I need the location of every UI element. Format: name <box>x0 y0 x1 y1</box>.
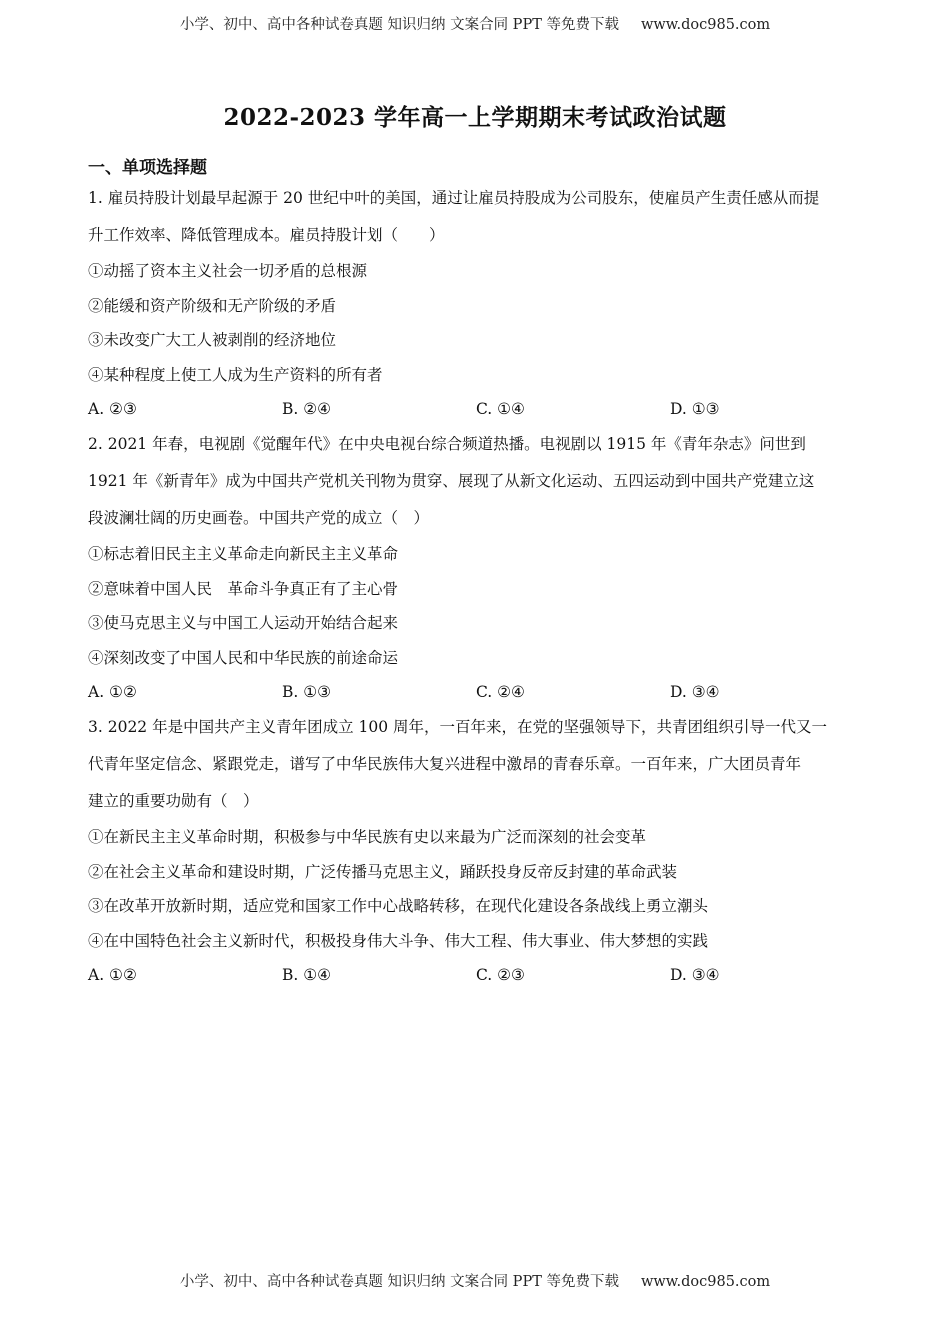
option-statement: ④某种程度上使工人成为生产资料的所有者 <box>88 365 383 384</box>
choice-c[interactable]: C. ②④ <box>476 683 525 701</box>
header-text: 小学、初中、高中各种试卷真题 知识归纳 文案合同 PPT 等免费下载 <box>179 17 619 33</box>
choice-a[interactable]: A. ①② <box>88 683 137 701</box>
question-stem-line: 3. 2022 年是中国共产主义青年团成立 100 周年，一百年来，在党的坚强领导下，共青团组织引导一代又一 <box>88 718 828 736</box>
option-statement: ①动摇了资本主义社会一切矛盾的总根源 <box>88 262 368 280</box>
choice-d[interactable]: D. ③④ <box>670 683 720 701</box>
choice-b[interactable]: B. ①④ <box>282 966 332 984</box>
question-stem-line: 段波澜壮阔的历史画卷。中国共产党的成立（ ） <box>88 509 430 527</box>
page-footer <box>0 1270 950 1291</box>
choice-b[interactable]: B. ②④ <box>282 400 332 418</box>
question-stem-line: 代青年坚定信念、紧跟党走，谱写了中华民族伟大复兴进程中激昂的青春乐章。一百年来，广大团员青年 <box>88 755 802 773</box>
choice-d[interactable]: D. ③④ <box>670 966 720 984</box>
question-3 <box>88 709 868 992</box>
choice-b[interactable]: B. ①③ <box>282 683 332 701</box>
question-stem-line: 1. 雇员持股计划最早起源于 20 世纪中叶的美国，通过让雇员持股成为公司股东，使雇员产生责任感从而提 <box>88 189 820 207</box>
section-heading: 一、单项选择题 <box>88 158 207 178</box>
choice-d[interactable]: D. ①③ <box>670 400 720 418</box>
option-statement: ③使马克思主义与中国工人运动开始结合起来 <box>88 614 399 632</box>
option-statement: ②在社会主义革命和建设时期，广泛传播马克思主义，踊跃投身反帝反封建的革命武装 <box>88 862 678 881</box>
question-stem-line: 2. 2021 年春，电视剧《觉醒年代》在中央电视台综合频道热播。电视剧以 1915 年《青年杂志》问世到 <box>88 435 806 453</box>
option-statement: ④深刻改变了中国人民和中华民族的前途命运 <box>88 648 399 667</box>
question-2 <box>88 426 868 709</box>
footer-text: 小学、初中、高中各种试卷真题 知识归纳 文案合同 PPT 等免费下载 <box>179 1274 619 1290</box>
choice-a[interactable]: A. ②③ <box>88 400 137 418</box>
question-stem-line: 建立的重要功勋有（ ） <box>88 792 259 810</box>
question-stem-line: 升工作效率、降低管理成本。雇员持股计划（ ） <box>88 226 445 244</box>
header-url[interactable]: www.doc985.com <box>640 17 771 33</box>
question-stem-line: 1921 年《新青年》成为中国共产党机关刊物为贯穿、展现了从新文化运动、五四运动到中国共产党建立这 <box>88 472 815 490</box>
option-statement: ①在新民主主义革命时期，积极参与中华民族有史以来最为广泛而深刻的社会变革 <box>88 828 647 846</box>
choice-c[interactable]: C. ②③ <box>476 966 525 984</box>
page-header <box>0 13 950 34</box>
option-statement: ②能缓和资产阶级和无产阶级的矛盾 <box>88 296 337 315</box>
option-statement: ①标志着旧民主主义革命走向新民主主义革命 <box>88 545 399 563</box>
answer-choices <box>88 675 868 709</box>
option-statement: ③未改变广大工人被剥削的经济地位 <box>88 331 337 349</box>
option-statement: ③在改革开放新时期，适应党和国家工作中心战略转移，在现代化建设各条战线上勇立潮头 <box>88 897 709 915</box>
question-1 <box>88 180 868 426</box>
choice-c[interactable]: C. ①④ <box>476 400 525 418</box>
answer-choices <box>88 392 868 426</box>
option-statement: ②意味着中国人民 革命斗争真正有了主心骨 <box>88 579 399 598</box>
footer-url[interactable]: www.doc985.com <box>640 1274 771 1290</box>
choice-a[interactable]: A. ①② <box>88 966 137 984</box>
page-title: 2022-2023 学年高一上学期期末考试政治试题 <box>223 104 727 131</box>
option-statement: ④在中国特色社会主义新时代，积极投身伟大斗争、伟大工程、伟大事业、伟大梦想的实践 <box>88 931 709 950</box>
answer-choices <box>88 958 868 992</box>
